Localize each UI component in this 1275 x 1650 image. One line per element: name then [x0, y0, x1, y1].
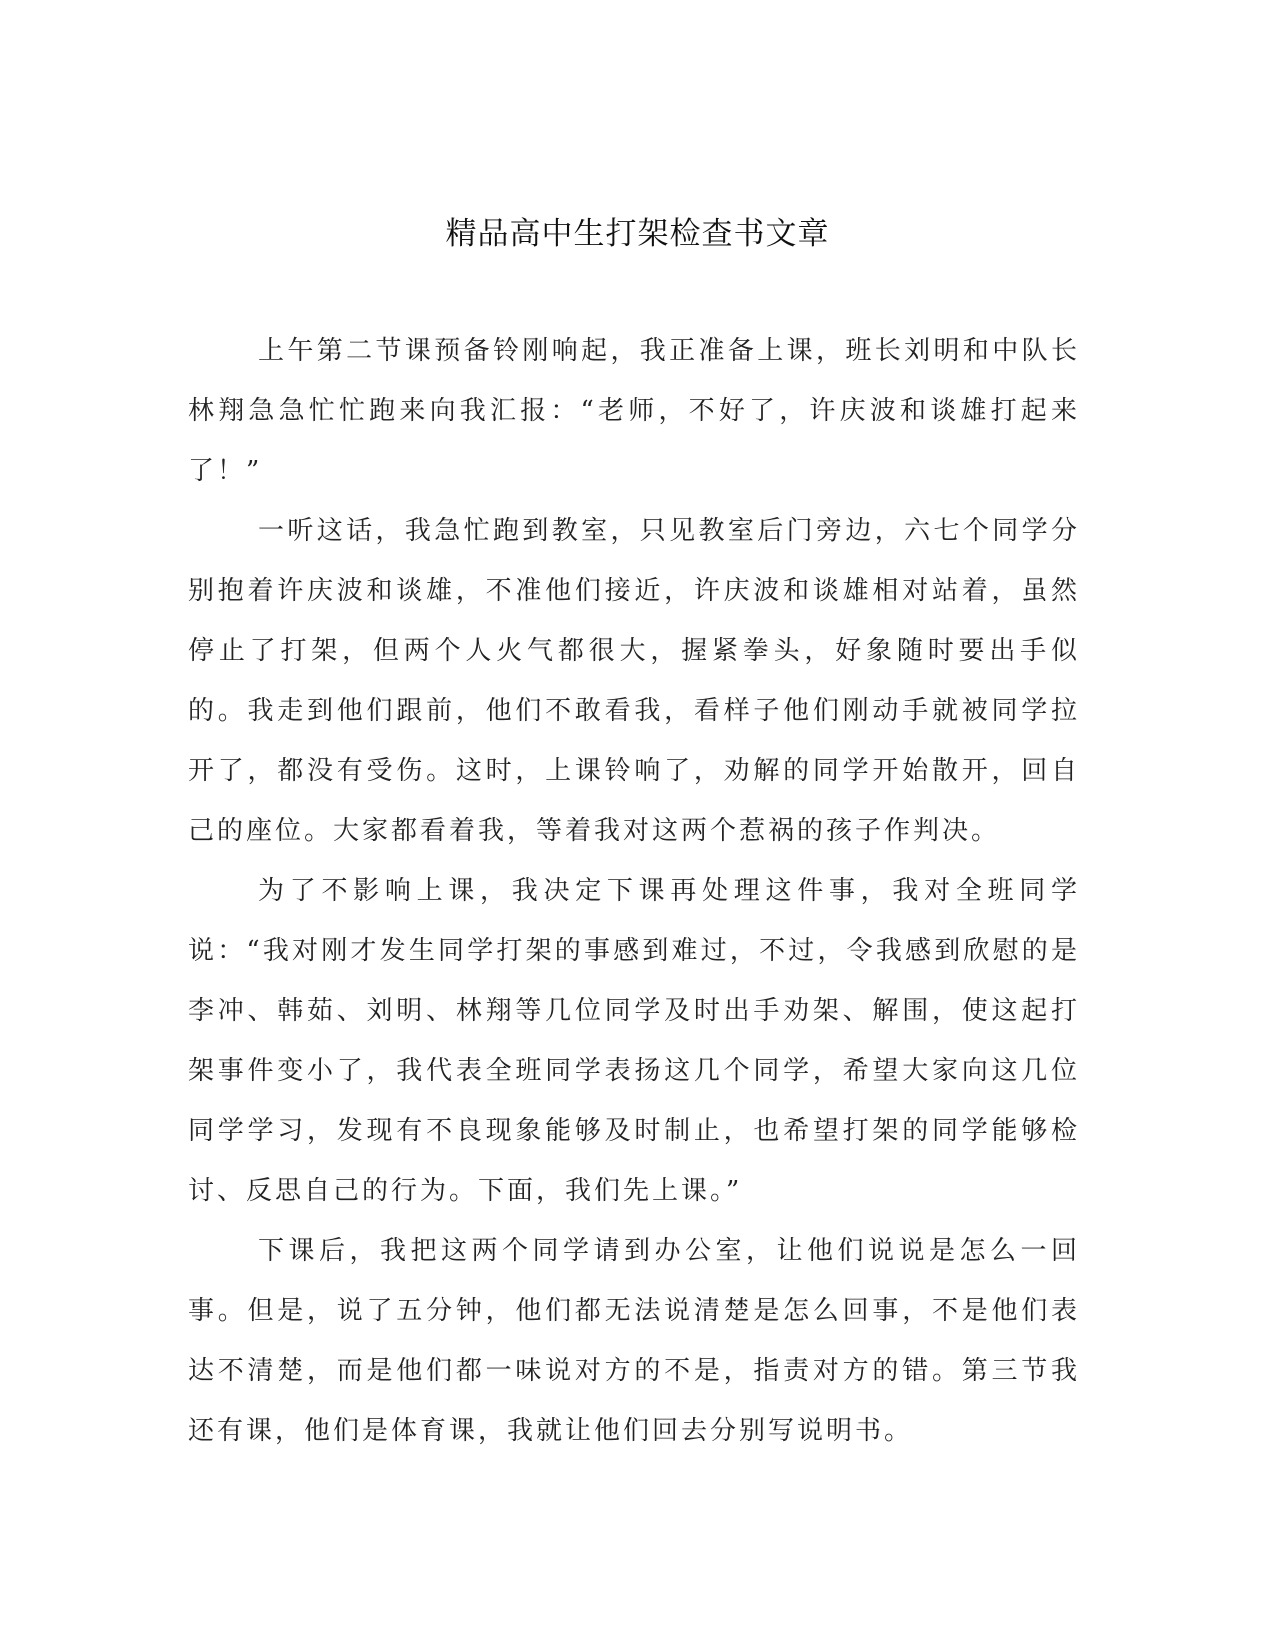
paragraph-2: 一听这话，我急忙跑到教室，只见教室后门旁边，六七个同学分别抱着许庆波和谈雄，不准他们接近，许庆波和谈雄相对站着，虽然停止了打架，但两个人火气都很大，握紧拳头，好象随时要出手似的。我走到他们跟前，他们不敢看我，看样子他们刚动手就被同学拉开了，都没有受伤。这时，上课铃响了，劝解的同学开始散开，回自己的座位。大家都看着我，等着我对这两个惹祸的孩子作判决。	[188, 516, 1080, 846]
paragraph-3: 为了不影响上课，我决定下课再处理这件事，我对全班同学说：“我对刚才发生同学打架的事感到难过，不过，令我感到欣慰的是李冲、韩茹、刘明、林翔等几位同学及时出手劝架、解围，使这起打架事件变小了，我代表全班同学表扬这几个同学，希望大家向这几位同学学习，发现有不良现象能够及时制止，也希望打架的同学能够检讨、反思自己的行为。下面，我们先上课。”	[188, 876, 1080, 1206]
paragraph-4: 下课后，我把这两个同学请到办公室，让他们说说是怎么一回事。但是，说了五分钟，他们都无法说清楚是怎么回事，不是他们表达不清楚，而是他们都一味说对方的不是，指责对方的错。第三节我还有课，他们是体育课，我就让他们回去分别写说明书。	[188, 1236, 1080, 1446]
paragraph-1: 上午第二节课预备铃刚响起，我正准备上课，班长刘明和中队长林翔急急忙忙跑来向我汇报：“老师，不好了，许庆波和谈雄打起来了！”	[188, 336, 1080, 486]
document-title: 精品高中生打架检查书文章	[445, 216, 830, 252]
document-body	[188, 321, 1080, 1461]
